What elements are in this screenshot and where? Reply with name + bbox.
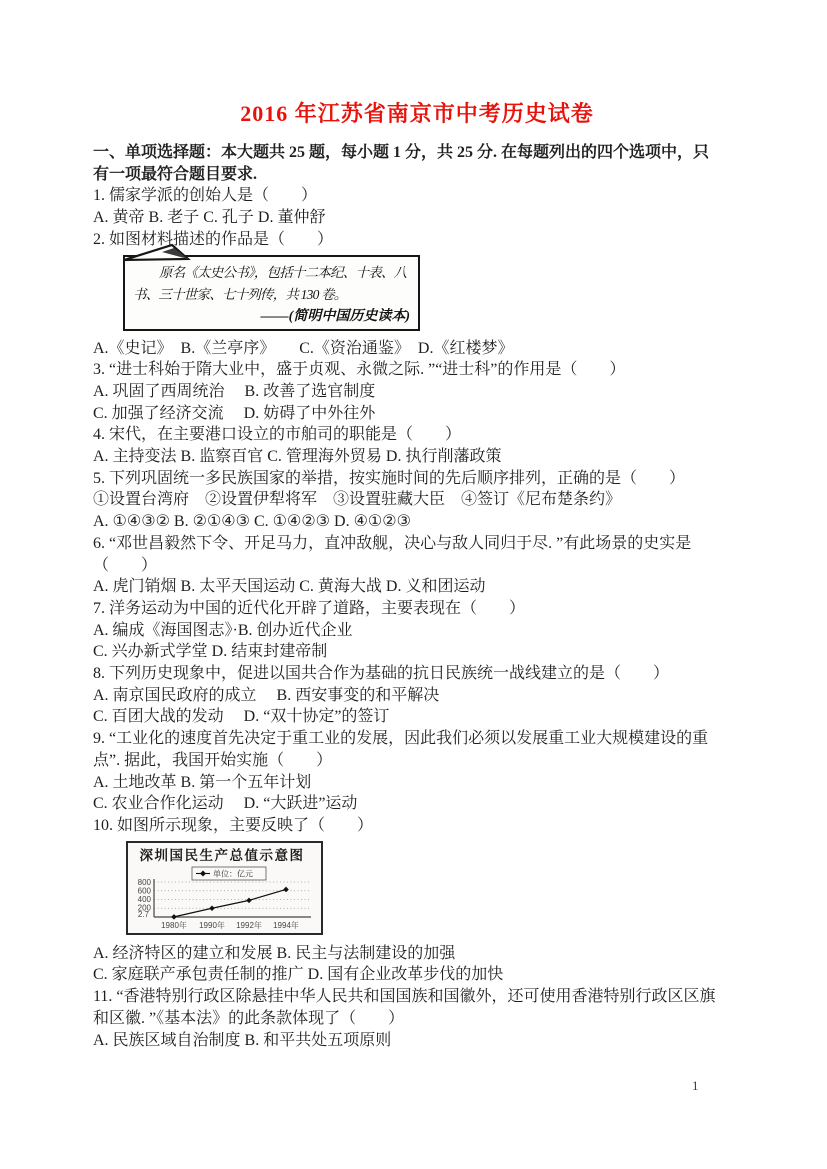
section-intro-line-1: 一、单项选择题：本大题共 25 题，每小题 1 分，共 25 分. 在每题列出的四个选项中，只: [93, 144, 710, 161]
ytick-base: 2.7: [137, 909, 149, 919]
question-9-options-ab: A. 土地改革 B. 第一个五年计划: [93, 773, 312, 791]
chart-point-icon: [171, 914, 177, 920]
question-11-options: A. 民族区域自治制度 B. 和平共处五项原则: [93, 1031, 392, 1049]
xtick-1990: 1990年: [199, 920, 225, 930]
page-title: 2016 年江苏省南京市中考历史试卷: [240, 101, 594, 126]
question-1-stem: 1. 儒家学派的创始人是（ ）: [93, 187, 318, 205]
chart-legend-marker-icon: [200, 870, 206, 876]
question-6-stem: 6. “邓世昌毅然下令、开足马力，直冲敌舰，决心与敌人同归于尽. ”有此场景的史实是: [93, 534, 692, 552]
note-text-line-2: 书、三十世家、七十列传，共 130 卷。: [133, 286, 347, 302]
note-source: ——(简明中国历史读本): [260, 308, 410, 324]
question-11-stem-line-2: 和区徽. ”《基本法》的此条款体现了（ ）: [93, 1009, 405, 1027]
shiji-description-image: [123, 255, 420, 331]
question-9-options-cd: C. 农业合作化运动 D. “大跃进”运动: [93, 795, 358, 813]
chart-title: 深圳国民生产总值示意图: [139, 847, 305, 863]
question-8-options-cd: C. 百团大战的发动 D. “双十协定”的签订: [93, 708, 390, 726]
question-7-options-cd: C. 兴办新式学堂 D. 结束封建帝制: [93, 643, 328, 661]
ytick-400: 400: [137, 894, 151, 904]
question-8-stem: 8. 下列历史现象中，促进以国共合作为基础的抗日民族统一战线建立的是（ ）: [93, 665, 670, 683]
question-3-stem: 3. “进士科始于隋大业中，盛于贞观、永微之际. ”“进士科”的作用是（ ）: [93, 361, 626, 379]
question-11-stem-line-1: 11. “香港特别行政区除悬挂中华人民共和国国族和国徽外，还可使用香港特别行政区区旗: [93, 988, 716, 1006]
question-2-options: A.《史记》 B.《兰亭序》 C.《资治通鉴》 D.《红楼梦》: [93, 339, 514, 357]
question-10-options-cd: C. 家庭联产承包责任制的推广 D. 国有企业改革步伐的加快: [93, 966, 504, 984]
xtick-1980: 1980年: [161, 920, 187, 930]
question-5-stem: 5. 下列巩固统一多民族国家的举措，按实施时间的先后顺序排列，正确的是（ ）: [93, 469, 686, 487]
question-10-stem: 10. 如图所示现象，主要反映了（ ）: [93, 816, 374, 834]
ytick-200: 200: [137, 903, 151, 913]
question-9-stem-line-2: 点”. 据此，我国开始实施（ ）: [93, 751, 333, 769]
chart-line: [174, 889, 286, 916]
question-5-options: A. ①④③② B. ②①④③ C. ①④②③ D. ④①②③: [93, 513, 411, 531]
page-number: 1: [692, 1078, 699, 1093]
chart-point-icon: [246, 897, 252, 903]
folded-corner-icon: [122, 242, 192, 262]
exam-content: [93, 99, 741, 1051]
question-6-brackets: （ ）: [93, 556, 158, 574]
note-text-line-1: 原名《太史公书》，包括十二本纪、十表、八: [159, 264, 407, 280]
question-5-items: ①设置台湾府 ②设置伊犁将军 ③设置驻藏大臣 ④签订《尼布楚条约》: [93, 491, 622, 509]
section-intro-line-2: 有一项最符合题目要求.: [93, 165, 258, 183]
question-4-stem: 4. 宋代，在主要港口设立的市舶司的职能是（ ）: [93, 426, 462, 444]
question-7-stem: 7. 洋务运动为中国的近代化开辟了道路，主要表现在（ ）: [93, 599, 526, 617]
shenzhen-gnp-chart: [126, 841, 323, 935]
question-4-options: A. 主持变法 B. 监察百官 C. 管理海外贸易 D. 执行削藩政策: [93, 448, 502, 466]
question-6-options: A. 虎门销烟 B. 太平天国运动 C. 黄海大战 D. 义和团运动: [93, 578, 486, 596]
xtick-1992: 1992年: [236, 920, 262, 930]
question-2-stem: 2. 如图材料描述的作品是（ ）: [93, 230, 334, 248]
ytick-800: 800: [137, 877, 151, 887]
ytick-600: 600: [137, 886, 151, 896]
chart-legend-label: 单位：亿元: [213, 869, 253, 879]
shenzhen-gnp-chart-plot: [128, 843, 321, 933]
question-7-options-ab: A. 编成《海国图志》·B. 创办近代企业: [93, 621, 353, 639]
question-10-options-ab: A. 经济特区的建立和发展 B. 民主与法制建设的加强: [93, 944, 456, 962]
question-3-options-cd: C. 加强了经济交流 D. 妨碍了中外往外: [93, 404, 376, 422]
question-8-options-ab: A. 南京国民政府的成立 B. 西安事变的和平解决: [93, 686, 440, 704]
question-1-options: A. 黄帝 B. 老子 C. 孔子 D. 董仲舒: [93, 209, 326, 227]
xtick-1994: 1994年: [273, 920, 299, 930]
question-9-stem-line-1: 9. “工业化的速度首先决定于重工业的发展，因此我们必须以发展重工业大规模建设的重: [93, 730, 709, 748]
chart-point-icon: [283, 886, 289, 892]
chart-point-icon: [209, 905, 215, 911]
question-3-options-ab: A. 巩固了西周统治 B. 改善了选官制度: [93, 382, 376, 400]
